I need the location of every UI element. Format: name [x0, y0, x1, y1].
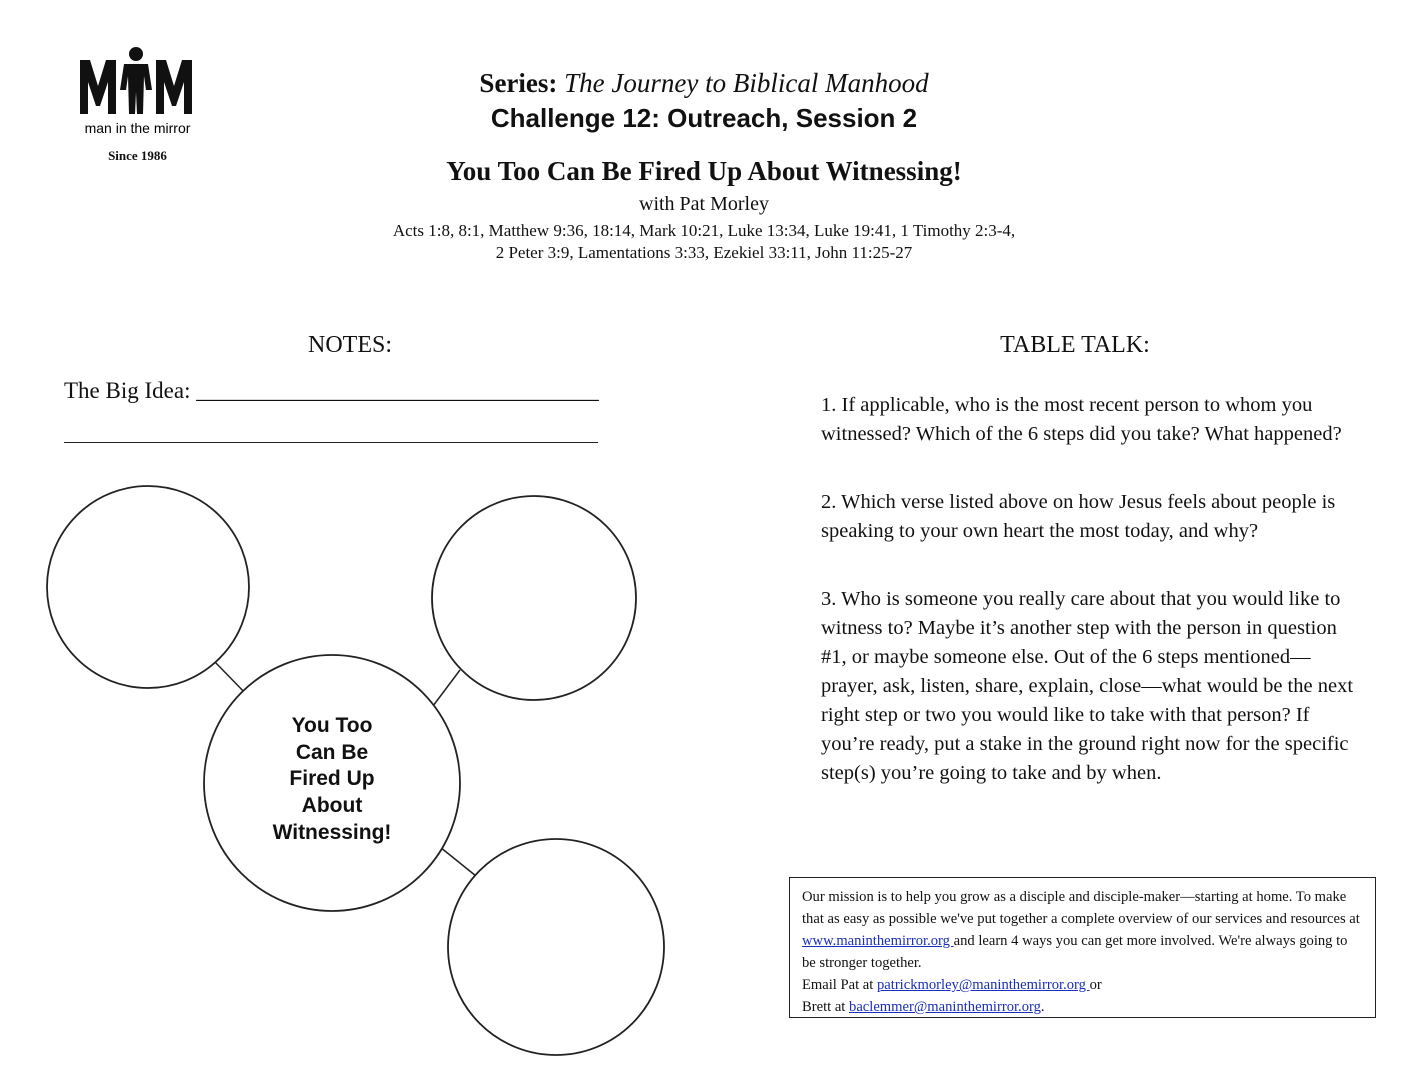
big-idea-blank-line — [64, 424, 598, 443]
table-talk-question-3: 3. Who is someone you really care about that you would like to witness to? Maybe it’s another step with the person in question #1, or maybe someone else. Out of the 6 steps mentioned—prayer, ask, listen, share, explain, close—what would be the next right step or two you would like to take with that person? If you’re ready, put a stake in the ground right now for the specific step(s) you’re going to take and by when. — [821, 588, 1354, 784]
idea-web-diagram — [40, 480, 680, 1060]
blank-circle-top-right — [432, 496, 636, 700]
mission-text: Email Pat at — [802, 977, 877, 993]
mission-text: Brett at — [802, 999, 850, 1015]
challenge-title: Challenge 12: Outreach, Session 2 — [490, 103, 918, 133]
center-label-line: Witnessing! — [272, 821, 392, 844]
pat-email-link[interactable]: patrickmorley@maninthemirror.org — [876, 977, 1090, 993]
table-talk-question-2: 2. Which verse listed above on how Jesus feels about people is speaking to your own heart the most today, and why? — [821, 491, 1336, 542]
center-label-line: Fired Up — [289, 767, 375, 790]
big-idea-blank: The Big Idea: ___________________________________ — [64, 378, 599, 403]
notes-heading: NOTES: — [308, 332, 392, 358]
logo-since-text: Since 1986 — [108, 148, 167, 163]
speaker-line: with Pat Morley — [639, 193, 769, 215]
mission-text: and learn 4 ways you can get more involved. We're always going to be stronger together. — [802, 933, 1348, 971]
mission-text: or — [1089, 977, 1102, 993]
website-link[interactable]: www.maninthemirror.org — [802, 933, 954, 949]
connector-line — [440, 847, 476, 876]
blank-circle-bottom-right — [448, 839, 664, 1055]
session-title: You Too Can Be Fired Up About Witnessing! — [446, 156, 962, 186]
center-label-line: About — [301, 794, 363, 817]
series-line — [0, 68, 1408, 99]
mission-text: . — [1040, 999, 1045, 1015]
series-name: The Journey to Biblical Manhood — [564, 68, 929, 98]
blank-circle-top-left — [47, 486, 249, 688]
center-label-line: Can Be — [295, 741, 369, 764]
series-label: Series: — [479, 68, 558, 98]
scripture-references-line-1: Acts 1:8, 8:1, Matthew 9:36, 18:14, Mark 10:21, Luke 13:34, Luke 19:41, 1 Timothy 2:3-4, — [392, 221, 1016, 240]
table-talk-question-1: 1. If applicable, who is the most recent person to whom you witnessed? Which of the 6 steps did you take? What happened? — [821, 394, 1342, 445]
scripture-references-line-2: 2 Peter 3:9, Lamentations 3:33, Ezekiel 33:11, John 11:25-27 — [495, 243, 913, 262]
connector-line — [430, 670, 460, 710]
center-label-line: You Too — [291, 714, 373, 737]
mission-text: Our mission is to help you grow as a disciple and disciple-maker—starting at home. To make that as easy as possible we've put together a complete overview of our services and resources at — [802, 889, 1360, 927]
mission-box — [789, 877, 1376, 1018]
logo-brand-text: man in the mirror — [84, 120, 191, 136]
brett-email-link[interactable]: baclemmer@maninthemirror.org — [849, 999, 1041, 1015]
table-talk-heading: TABLE TALK: — [1000, 332, 1150, 358]
